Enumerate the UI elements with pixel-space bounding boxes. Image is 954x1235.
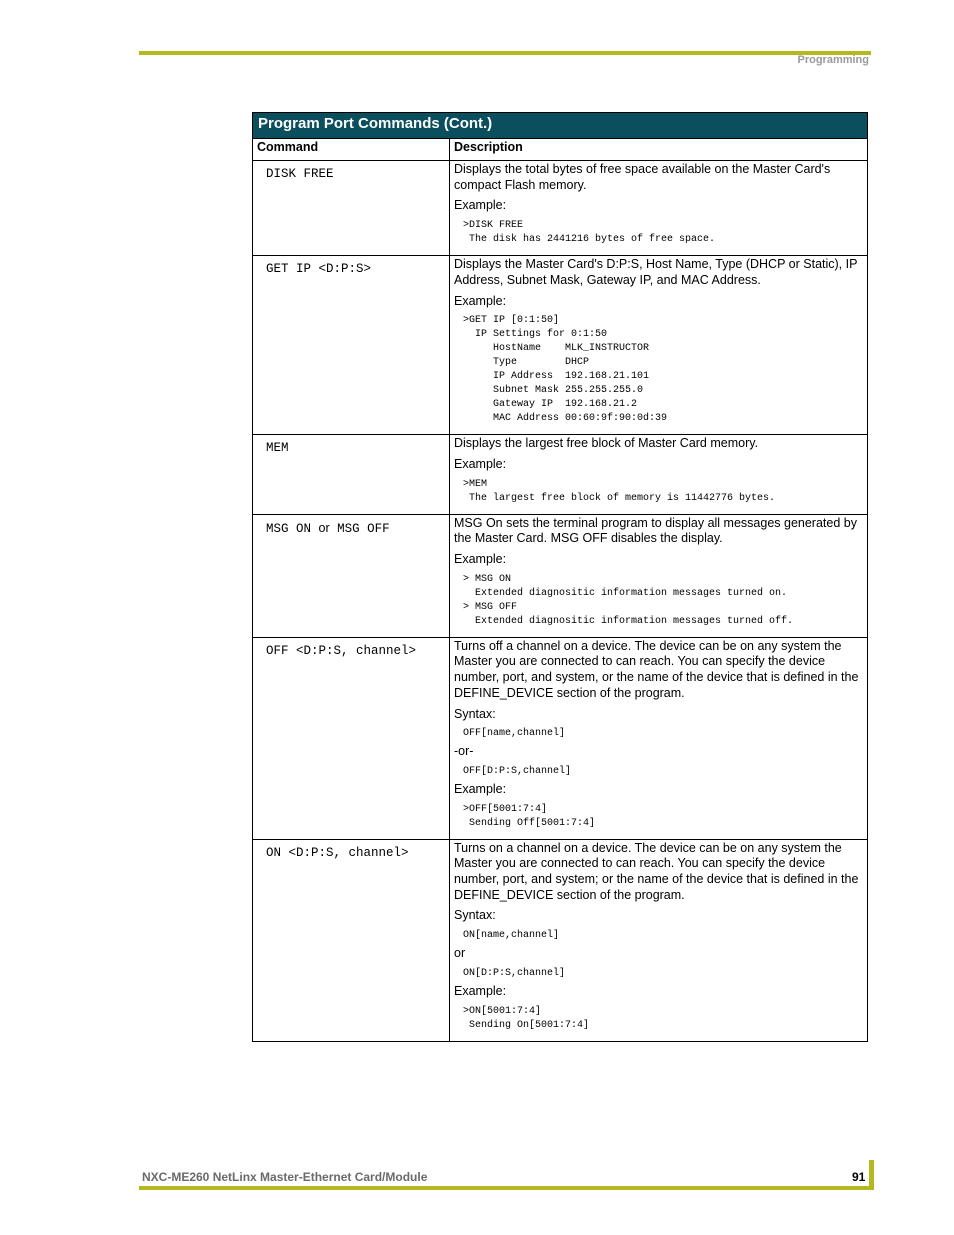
- example-label: Example:: [454, 781, 507, 796]
- command-cell: ON <D:P:S, channel>: [253, 839, 450, 1041]
- description-cell: [450, 256, 868, 435]
- footer-title: NXC-ME260 NetLinx Master-Ethernet Card/Module: [142, 1170, 428, 1184]
- example-label: Example:: [454, 198, 507, 213]
- example-code: >DISK FREE The disk has 2441216 bytes of free space.: [463, 220, 716, 246]
- or-label: or: [454, 946, 466, 961]
- example-code: >MEM The largest free block of memory is 11442776 bytes.: [463, 478, 776, 504]
- description-cell: [450, 435, 868, 514]
- syntax-code: ON[name,channel]: [463, 930, 560, 942]
- column-header-command: Command: [253, 139, 450, 161]
- syntax-code: ON[D:P:S,channel]: [463, 967, 566, 979]
- table-row: [253, 637, 868, 839]
- table-row: [253, 161, 868, 256]
- table-row: [253, 256, 868, 435]
- example-label: Example:: [454, 293, 507, 308]
- footer-rule: [139, 1186, 874, 1190]
- page-number: 91: [852, 1170, 866, 1184]
- syntax-code: OFF[D:P:S,channel]: [463, 765, 572, 777]
- description-text: Turns off a channel on a device. The device can be on any system the Master you are connected to can reach. You can specify the device number, port, and system, or the name of the device that is defined in the DEFINE_DEVICE section of the program.: [454, 638, 859, 700]
- example-label: Example:: [454, 552, 507, 567]
- command-msg-off: MSG OFF: [337, 521, 390, 536]
- description-text: MSG On sets the terminal program to display all messages generated by the Master Card. MSG OFF disables the display.: [454, 515, 857, 546]
- example-code: >ON[5001:7:4] Sending On[5001:7:4]: [463, 1005, 590, 1031]
- example-code: >GET IP [0:1:50] IP Settings for 0:1:50 HostName MLK_INSTRUCTOR Type DHCP IP Address 192.168.21.101 Subnet Mask 255.255.255.0 Gateway IP 192.168.21.2 MAC Address 00:60:9f:90:0d:39: [463, 315, 668, 425]
- header-rule: [139, 51, 871, 55]
- command-cell: [253, 514, 450, 637]
- description-text: Displays the largest free block of Master Card memory.: [454, 436, 759, 451]
- syntax-code: OFF[name,channel]: [463, 728, 566, 740]
- example-code: > MSG ON Extended diagnositic information messages turned on. > MSG OFF Extended diagnositic information messages turned off.: [463, 573, 794, 627]
- table-title: Program Port Commands (Cont.): [253, 113, 868, 139]
- description-text: Displays the total bytes of free space available on the Master Card's compact Flash memory.: [454, 162, 831, 192]
- command-cell: GET IP <D:P:S>: [253, 256, 450, 435]
- syntax-label: Syntax:: [454, 908, 496, 923]
- syntax-label: Syntax:: [454, 706, 496, 721]
- description-text: Turns on a channel on a device. The device can be on any system the Master you are connected to can reach. You can specify the device number, port, and system; or the name of the device that is defined in the DEFINE_DEVICE section of the program.: [454, 840, 859, 902]
- example-label: Example:: [454, 456, 507, 471]
- command-msg-on: MSG ON: [266, 521, 312, 536]
- table-row: [253, 839, 868, 1041]
- example-label: Example:: [454, 983, 507, 998]
- example-code: >OFF[5001:7:4] Sending Off[5001:7:4]: [463, 803, 596, 829]
- description-cell: [450, 839, 868, 1041]
- table-row: [253, 514, 868, 637]
- section-label: Programming: [797, 54, 869, 66]
- command-cell: DISK FREE: [253, 161, 450, 256]
- description-cell: [450, 161, 868, 256]
- command-or: or: [318, 520, 330, 535]
- table-row: [253, 435, 868, 514]
- program-port-commands-table: [252, 112, 868, 1042]
- description-cell: [450, 637, 868, 839]
- column-header-description: Description: [450, 139, 868, 161]
- description-text: Displays the Master Card's D:P:S, Host Name, Type (DHCP or Static), IP Address, Subnet Mask, Gateway IP, and MAC Address.: [454, 257, 858, 287]
- description-cell: [450, 514, 868, 637]
- command-cell: MEM: [253, 435, 450, 514]
- command-cell: OFF <D:P:S, channel>: [253, 637, 450, 839]
- or-label: -or-: [454, 744, 474, 759]
